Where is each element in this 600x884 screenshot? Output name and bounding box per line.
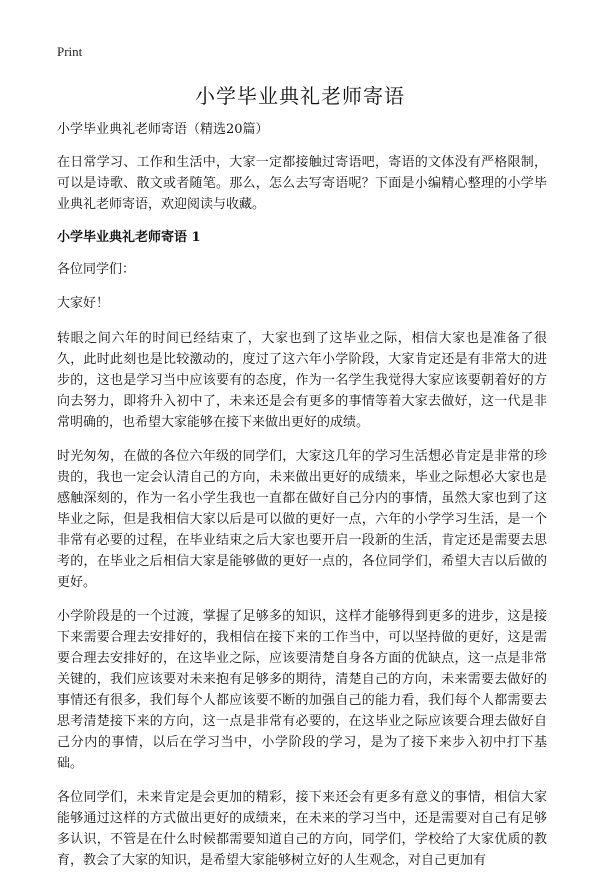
intro-paragraph: 在日常学习、工作和生活中，大家一定都接触过寄语吧，寄语的文体没有严格限制，可以是诗歌、散文或者随笔。那么，怎么去写寄语呢？下面是小编精心整理的小学毕业典礼老师寄语，欢迎阅读与收藏。 <box>57 155 547 212</box>
section-heading: 小学毕业典礼老师寄语 1 <box>57 230 201 245</box>
body-paragraph: 小学阶段是的一个过渡，掌握了足够多的知识，这样才能够得到更多的进步，这是接下来需要合理去安排好的，我相信在接下来的工作当中，可以坚持做的更好，这是需要合理去安排好的，在这毕业之际，应该要清楚自身各方面的优缺点，这一点是非常关键的，我们应该要对未来抱有足够多的期待，清楚自己的方向，未来需要去做好的事情还有很多，我们每个人都应该要不断的加强自己的能力看，我们每个人都需要去思考清楚接下来的方向，这一点是非常有必要的，在这毕业之际应该要合理去做好自己分内的事情，以后在学习当中，小学阶段的学习，是为了接下来步入初中打下基础。 <box>57 609 547 771</box>
body-paragraph: 各位同学们，未来肯定是会更加的精彩，接下来还会有更多有意义的事情，相信大家能够通过这样的方式做出更好的成绩来，在未来的学习当中，还是需要对自己有足够多认识，不管是在什么时候都需要知道自己的方向，同学们，学校给了大家优质的教育，教会了大家的知识，是希望大家能够树立好的人生观念，对自己更加有 <box>57 790 547 868</box>
greeting-line: 大家好！ <box>57 296 110 311</box>
page-title: 小学毕业典礼老师寄语 <box>195 84 405 108</box>
article-subtitle: 小学毕业典礼老师寄语（精选20篇） <box>57 122 269 137</box>
print-link[interactable]: Print <box>57 44 83 59</box>
greeting-line: 各位同学们： <box>57 262 136 277</box>
article-body <box>57 120 547 884</box>
body-paragraph: 时光匆匆，在做的各位六年级的同学们，大家这几年的学习生活想必肯定是非常的珍贵的，我也一定会认清自己的方向，未来做出更好的成绩来，毕业之际想必大家也是感触深刻的，作为一名小学生我也一直都在做好自己分内的事情，虽然大家也到了这毕业之际，但是我相信大家以后是可以做的更好一点，六年的小学学习生活，是一个非常有必要的过程，在毕业结束之后大家也要开启一段新的生活，肯定还是需要去思考的，在毕业之后相信大家是能够做的更好一点的，各位同学们，希望大吉以后做的更好。 <box>57 449 547 590</box>
body-paragraph: 转眼之间六年的时间已经结束了，大家也到了这毕业之际，相信大家也是准备了很久，此时此刻也是比较激动的，度过了这六年小学阶段，大家肯定还是有非常大的进步的，这也是学习当中应该要有的态度，作为一名学生我觉得大家应该要朝着好的方向去努力，即将升入初中了，未来还是会有更多的事情等着大家去做好，这一代是非常明确的，也希望大家能够在接下来做出更好的成绩。 <box>57 331 547 430</box>
